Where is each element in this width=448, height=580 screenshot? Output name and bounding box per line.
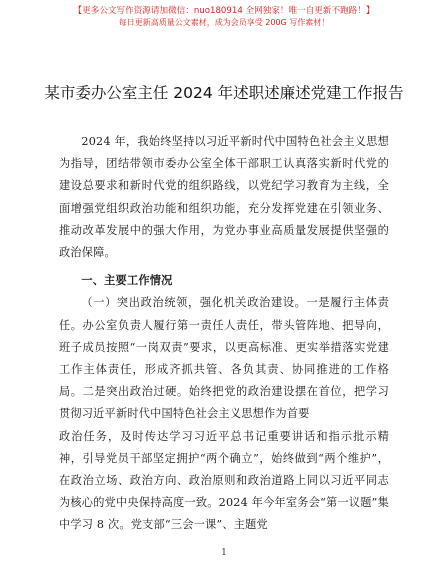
- paragraph-section-1: （一）突出政治统领，强化机关政治建设。一是履行主体责任。办公室负责人履行第一责任人责任，带头管阵地、把导向，班子成员按照“一岗双责”要求，以更高标准、更实举措落实党建工作主体责任，形成齐抓共管、各负其责、协同推进的工作格局。二是突出政治过硬。始终把党的政治建设摆在首位，把学习贯彻习近平新时代中国特色社会主义思想作为首要: [59, 296, 389, 421]
- document-title: 某市委办公室主任 2024 年述职述廉述党建工作报告: [44, 84, 404, 102]
- section-heading: 一、主要工作情况: [81, 274, 173, 288]
- document-body: [59, 131, 389, 537]
- paragraph-intro: 2024 年，我始终坚持以习近平新时代中国特色社会主义思想为指导，团结带领市委办公室全体干部职工认真落实新时代党的建设总要求和新时代党的组织路线，以党纪学习教育为主线，全面增强党组织政治功能和组织功能，充分发挥党建在引领业务、推动改革发展中的强大作用，为党办事业高质量发展提供坚强的政治保障。: [59, 135, 389, 260]
- promo-banner: [0, 6, 448, 28]
- paragraph-section-1-cont: 政治任务，及时传达学习习近平总书记重要讲话和指示批示精神，引导党员干部坚定拥护“两个确立”，始终做到“两个维护”，在政治立场、政治方向、政治原则和政治道路上同以习近平同志为核心的党中央保持高度一致。2024 年今年室务会“第一议题”集中学习 8 次。党支部“三会一课”、主题党: [59, 429, 389, 532]
- page-number: 1: [221, 548, 227, 558]
- promo-banner-line-1: 【更多公文写作资源请加微信：nuo180914 全网独家！唯一自更新不跑路！】: [73, 6, 375, 16]
- promo-banner-line-2: 每日更新高质量公文素材，成为会员享受 200G 写作素材！: [118, 18, 330, 27]
